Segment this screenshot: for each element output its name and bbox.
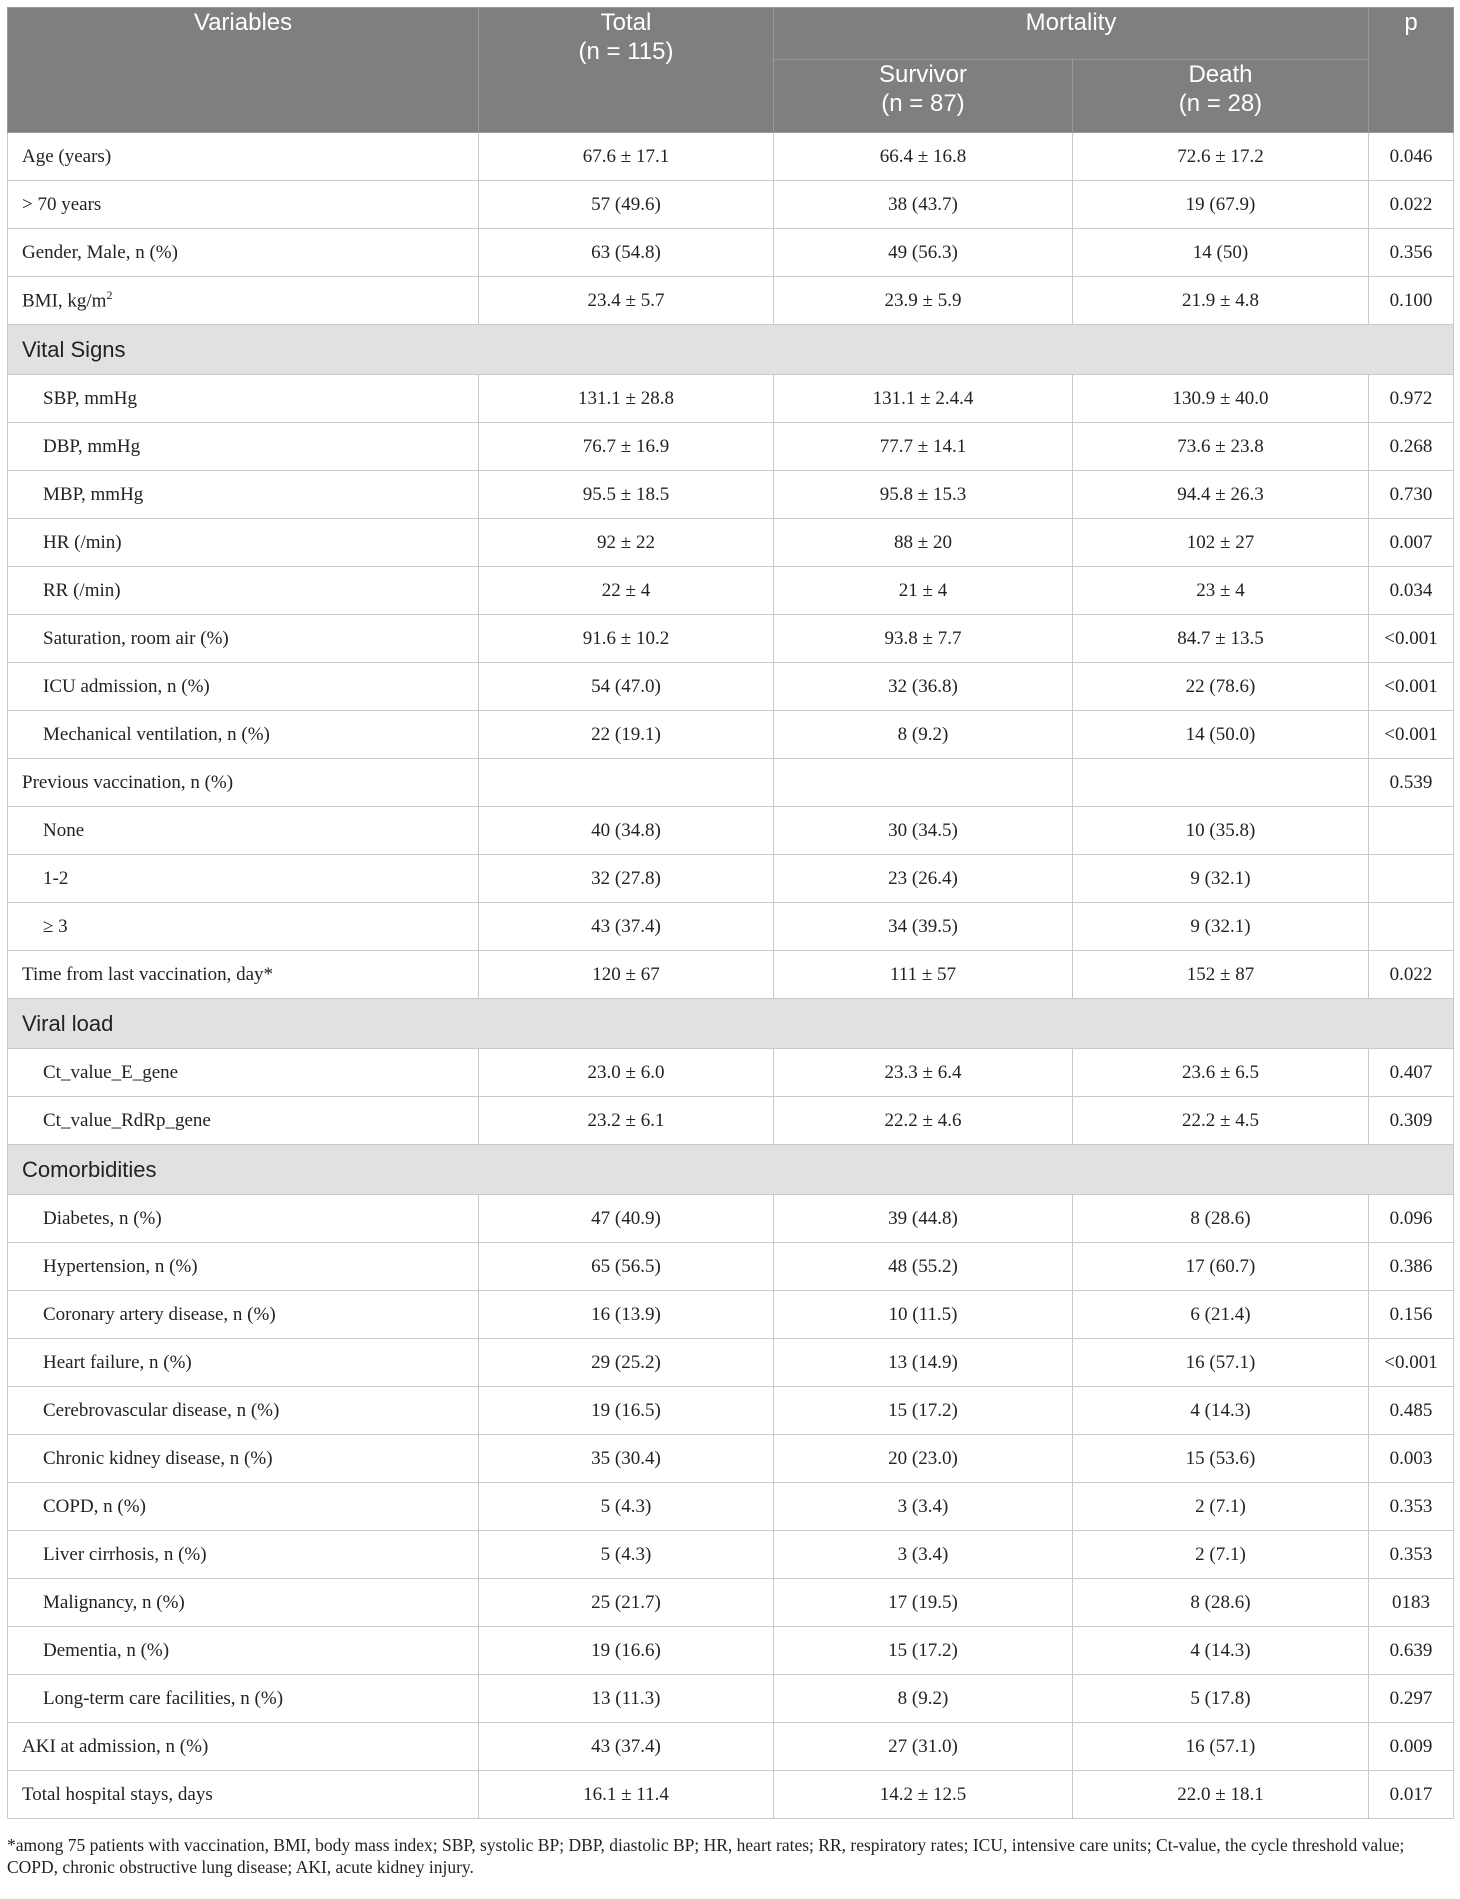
cell-survivor: 38 (43.7) [774,181,1073,229]
cell-p-value: 0.386 [1369,1243,1454,1291]
cell-p-value: <0.001 [1369,663,1454,711]
header-p: p [1369,8,1454,133]
cell-death: 14 (50) [1073,229,1369,277]
cell-survivor: 39 (44.8) [774,1195,1073,1243]
table-row [8,1291,1454,1339]
row-label [8,807,479,855]
cell-total: 40 (34.8) [479,807,774,855]
cell-total: 16.1 ± 11.4 [479,1771,774,1819]
cell-total: 76.7 ± 16.9 [479,423,774,471]
row-label [8,277,479,325]
cell-death: 5 (17.8) [1073,1675,1369,1723]
cell-survivor: 14.2 ± 12.5 [774,1771,1073,1819]
table-row [8,567,1454,615]
table-row [8,375,1454,423]
cell-total: 19 (16.6) [479,1627,774,1675]
row-label [8,1049,479,1097]
cell-total: 32 (27.8) [479,855,774,903]
cell-survivor: 95.8 ± 15.3 [774,471,1073,519]
cell-total: 5 (4.3) [479,1483,774,1531]
section-header-row [8,325,1454,375]
cell-p-value: 0.046 [1369,133,1454,181]
section-title: Comorbidities [8,1145,1454,1195]
cell-survivor: 3 (3.4) [774,1483,1073,1531]
table-footnote: *among 75 patients with vaccination, BMI, body mass index; SBP, systolic BP; DBP, diastolic BP; HR, heart rates; RR, respiratory rates; ICU, intensive care units; Ct-value, the cycle threshold value; COPD, chronic obstructive lung disease; AKI, acute kidney injury. [7,1835,1405,1877]
table-row [8,1627,1454,1675]
cell-survivor: 22.2 ± 4.6 [774,1097,1073,1145]
table-row [8,615,1454,663]
cell-death: 16 (57.1) [1073,1723,1369,1771]
row-label-text: Hypertension, n (%) [43,1255,198,1277]
cell-total: 16 (13.9) [479,1291,774,1339]
cell-death: 23 ± 4 [1073,567,1369,615]
cell-survivor: 34 (39.5) [774,903,1073,951]
cell-survivor: 27 (31.0) [774,1723,1073,1771]
header-total [479,8,774,133]
cell-p-value [1369,855,1454,903]
cell-total: 95.5 ± 18.5 [479,471,774,519]
row-label [8,1097,479,1145]
cell-p-value [1369,903,1454,951]
cell-survivor [774,759,1073,807]
row-label-text: Previous vaccination, n (%) [22,771,234,793]
row-label-text: Time from last vaccination, day* [22,963,273,985]
row-label-text: ICU admission, n (%) [43,675,210,697]
cell-p-value: 0.639 [1369,1627,1454,1675]
cell-total: 22 ± 4 [479,567,774,615]
table-row [8,229,1454,277]
row-label [8,229,479,277]
cell-death: 14 (50.0) [1073,711,1369,759]
row-label [8,1675,479,1723]
row-label-text: Diabetes, n (%) [43,1207,162,1229]
cell-death: 4 (14.3) [1073,1627,1369,1675]
table-row [8,471,1454,519]
cell-survivor: 30 (34.5) [774,807,1073,855]
row-label [8,567,479,615]
cell-death: 94.4 ± 26.3 [1073,471,1369,519]
cell-p-value: <0.001 [1369,711,1454,759]
cell-total: 25 (21.7) [479,1579,774,1627]
cell-total: 57 (49.6) [479,181,774,229]
section-header-row [8,999,1454,1049]
row-label-text: Long-term care facilities, n (%) [43,1687,284,1709]
table-row [8,133,1454,181]
cell-p-value: 0.022 [1369,181,1454,229]
cell-death: 72.6 ± 17.2 [1073,133,1369,181]
table-row [8,711,1454,759]
cell-survivor: 93.8 ± 7.7 [774,615,1073,663]
table-row [8,181,1454,229]
row-label-text: None [43,819,85,841]
cell-p-value: 0.353 [1369,1531,1454,1579]
header-mortality: Mortality [774,8,1369,60]
cell-p-value: 0.034 [1369,567,1454,615]
table-header [8,8,1454,133]
row-label [8,1291,479,1339]
table-row [8,423,1454,471]
table-row [8,1531,1454,1579]
cell-p-value: 0.022 [1369,951,1454,999]
row-label [8,855,479,903]
cell-p-value: 0.100 [1369,277,1454,325]
cell-survivor: 23.3 ± 6.4 [774,1049,1073,1097]
row-label [8,1435,479,1483]
header-total-label: Total [600,9,652,36]
table-row [8,807,1454,855]
row-label-text: Dementia, n (%) [43,1639,170,1661]
table-row [8,1435,1454,1483]
cell-death: 102 ± 27 [1073,519,1369,567]
cell-survivor: 15 (17.2) [774,1627,1073,1675]
section-title: Vital Signs [8,325,1454,375]
cell-p-value: <0.001 [1369,1339,1454,1387]
section-header-row [8,1145,1454,1195]
table-container [7,7,1453,1819]
cell-survivor: 111 ± 57 [774,951,1073,999]
row-label-text: Chronic kidney disease, n (%) [43,1447,273,1469]
row-label-text: AKI at admission, n (%) [22,1735,209,1757]
cell-death: 73.6 ± 23.8 [1073,423,1369,471]
data-table [7,7,1454,1819]
cell-p-value: 0.156 [1369,1291,1454,1339]
row-label [8,1195,479,1243]
row-label [8,951,479,999]
cell-p-value: 0.730 [1369,471,1454,519]
cell-survivor: 15 (17.2) [774,1387,1073,1435]
cell-survivor: 20 (23.0) [774,1435,1073,1483]
cell-total: 120 ± 67 [479,951,774,999]
cell-total: 91.6 ± 10.2 [479,615,774,663]
cell-death: 9 (32.1) [1073,855,1369,903]
cell-death: 6 (21.4) [1073,1291,1369,1339]
cell-p-value: 0.007 [1369,519,1454,567]
cell-total: 43 (37.4) [479,1723,774,1771]
cell-survivor: 10 (11.5) [774,1291,1073,1339]
cell-survivor: 88 ± 20 [774,519,1073,567]
cell-death: 22.0 ± 18.1 [1073,1771,1369,1819]
cell-survivor: 131.1 ± 2.4.4 [774,375,1073,423]
row-label-text: Liver cirrhosis, n (%) [43,1543,207,1565]
header-survivor-n: (n = 87) [881,90,965,117]
header-death-label: Death [1188,61,1253,88]
table-row [8,1243,1454,1291]
row-label [8,1723,479,1771]
cell-p-value: 0.003 [1369,1435,1454,1483]
row-label-text: 1-2 [43,867,69,889]
row-label [8,1339,479,1387]
row-label [8,1579,479,1627]
cell-death: 152 ± 87 [1073,951,1369,999]
row-label [8,663,479,711]
row-label [8,759,479,807]
cell-survivor: 49 (56.3) [774,229,1073,277]
cell-total: 19 (16.5) [479,1387,774,1435]
cell-death: 130.9 ± 40.0 [1073,375,1369,423]
row-label-text: Ct_value_E_gene [43,1061,179,1083]
cell-p-value: 0.017 [1369,1771,1454,1819]
row-label-text: Cerebrovascular disease, n (%) [43,1399,280,1421]
cell-death: 19 (67.9) [1073,181,1369,229]
cell-survivor: 8 (9.2) [774,1675,1073,1723]
cell-death: 22.2 ± 4.5 [1073,1097,1369,1145]
row-label-text: Total hospital stays, days [22,1783,213,1805]
cell-p-value: 0183 [1369,1579,1454,1627]
cell-death: 23.6 ± 6.5 [1073,1049,1369,1097]
table-row [8,1723,1454,1771]
cell-total: 23.4 ± 5.7 [479,277,774,325]
row-label [8,133,479,181]
row-label-text: Saturation, room air (%) [43,627,229,649]
cell-p-value: 0.009 [1369,1723,1454,1771]
cell-total: 22 (19.1) [479,711,774,759]
cell-death: 15 (53.6) [1073,1435,1369,1483]
cell-p-value: 0.268 [1369,423,1454,471]
row-label-text: ≥ 3 [43,915,68,937]
row-label-text: Heart failure, n (%) [43,1351,192,1373]
cell-total: 13 (11.3) [479,1675,774,1723]
row-label-text: BMI, kg/m [22,290,107,312]
header-survivor-label: Survivor [878,61,968,88]
cell-death: 17 (60.7) [1073,1243,1369,1291]
cell-total: 5 (4.3) [479,1531,774,1579]
cell-death: 9 (32.1) [1073,903,1369,951]
cell-survivor: 48 (55.2) [774,1243,1073,1291]
table-row [8,663,1454,711]
cell-total: 23.0 ± 6.0 [479,1049,774,1097]
cell-survivor: 13 (14.9) [774,1339,1073,1387]
row-label [8,375,479,423]
table-row [8,1675,1454,1723]
row-label-text: > 70 years [22,193,102,215]
row-label-text: Coronary artery disease, n (%) [43,1303,276,1325]
table-row [8,1771,1454,1819]
cell-total: 131.1 ± 28.8 [479,375,774,423]
table-body [8,133,1454,1819]
cell-p-value: 0.485 [1369,1387,1454,1435]
row-label-text: Malignancy, n (%) [43,1591,185,1613]
section-title: Viral load [8,999,1454,1049]
cell-death: 2 (7.1) [1073,1483,1369,1531]
cell-death: 4 (14.3) [1073,1387,1369,1435]
cell-total: 23.2 ± 6.1 [479,1097,774,1145]
row-label [8,1531,479,1579]
table-row [8,855,1454,903]
cell-survivor: 3 (3.4) [774,1531,1073,1579]
row-label-text: Gender, Male, n (%) [22,241,178,263]
table-row [8,951,1454,999]
table-row [8,1339,1454,1387]
cell-total: 47 (40.9) [479,1195,774,1243]
row-label-text: Age (years) [22,145,112,167]
row-label-text: MBP, mmHg [43,483,144,505]
header-survivor [774,60,1073,133]
cell-total [479,759,774,807]
cell-p-value: 0.353 [1369,1483,1454,1531]
cell-p-value: 0.539 [1369,759,1454,807]
cell-p-value [1369,807,1454,855]
row-label-text: DBP, mmHg [43,435,141,457]
table-row [8,519,1454,567]
cell-total: 54 (47.0) [479,663,774,711]
table-row [8,1387,1454,1435]
table-row [8,903,1454,951]
table-row [8,1483,1454,1531]
table-row [8,1097,1454,1145]
cell-p-value: 0.096 [1369,1195,1454,1243]
row-label [8,615,479,663]
cell-total: 29 (25.2) [479,1339,774,1387]
cell-survivor: 66.4 ± 16.8 [774,133,1073,181]
cell-p-value: <0.001 [1369,615,1454,663]
cell-survivor: 17 (19.5) [774,1579,1073,1627]
row-label [8,1771,479,1819]
cell-death: 22 (78.6) [1073,663,1369,711]
row-label-text: RR (/min) [43,579,121,601]
row-label [8,519,479,567]
header-death [1073,60,1369,133]
row-label-text: HR (/min) [43,531,122,553]
row-label-superscript: 2 [106,288,113,303]
cell-survivor: 77.7 ± 14.1 [774,423,1073,471]
header-total-n: (n = 115) [578,38,674,65]
row-label [8,903,479,951]
cell-total: 35 (30.4) [479,1435,774,1483]
cell-total: 67.6 ± 17.1 [479,133,774,181]
row-label-text: COPD, n (%) [43,1495,146,1517]
cell-total: 92 ± 22 [479,519,774,567]
cell-p-value: 0.309 [1369,1097,1454,1145]
cell-death: 10 (35.8) [1073,807,1369,855]
row-label [8,1627,479,1675]
cell-survivor: 23.9 ± 5.9 [774,277,1073,325]
row-label-text: Mechanical ventilation, n (%) [43,723,270,745]
cell-death: 84.7 ± 13.5 [1073,615,1369,663]
row-label-text: Ct_value_RdRp_gene [43,1109,211,1131]
cell-p-value: 0.972 [1369,375,1454,423]
cell-death [1073,759,1369,807]
cell-p-value: 0.297 [1369,1675,1454,1723]
table-row [8,1049,1454,1097]
cell-total: 43 (37.4) [479,903,774,951]
row-label-text: SBP, mmHg [43,387,137,409]
cell-death: 8 (28.6) [1073,1579,1369,1627]
table-row [8,1195,1454,1243]
table-row [8,277,1454,325]
cell-survivor: 21 ± 4 [774,567,1073,615]
header-death-n: (n = 28) [1178,90,1263,117]
table-row [8,759,1454,807]
cell-death: 21.9 ± 4.8 [1073,277,1369,325]
cell-total: 65 (56.5) [479,1243,774,1291]
cell-p-value: 0.356 [1369,229,1454,277]
cell-survivor: 32 (36.8) [774,663,1073,711]
header-variables: Variables [8,8,479,133]
cell-death: 16 (57.1) [1073,1339,1369,1387]
cell-survivor: 8 (9.2) [774,711,1073,759]
row-label [8,1387,479,1435]
cell-death: 2 (7.1) [1073,1531,1369,1579]
cell-p-value: 0.407 [1369,1049,1454,1097]
cell-death: 8 (28.6) [1073,1195,1369,1243]
table-row [8,1579,1454,1627]
cell-survivor: 23 (26.4) [774,855,1073,903]
row-label [8,711,479,759]
row-label [8,471,479,519]
row-label [8,1243,479,1291]
row-label [8,181,479,229]
row-label [8,1483,479,1531]
cell-total: 63 (54.8) [479,229,774,277]
row-label [8,423,479,471]
